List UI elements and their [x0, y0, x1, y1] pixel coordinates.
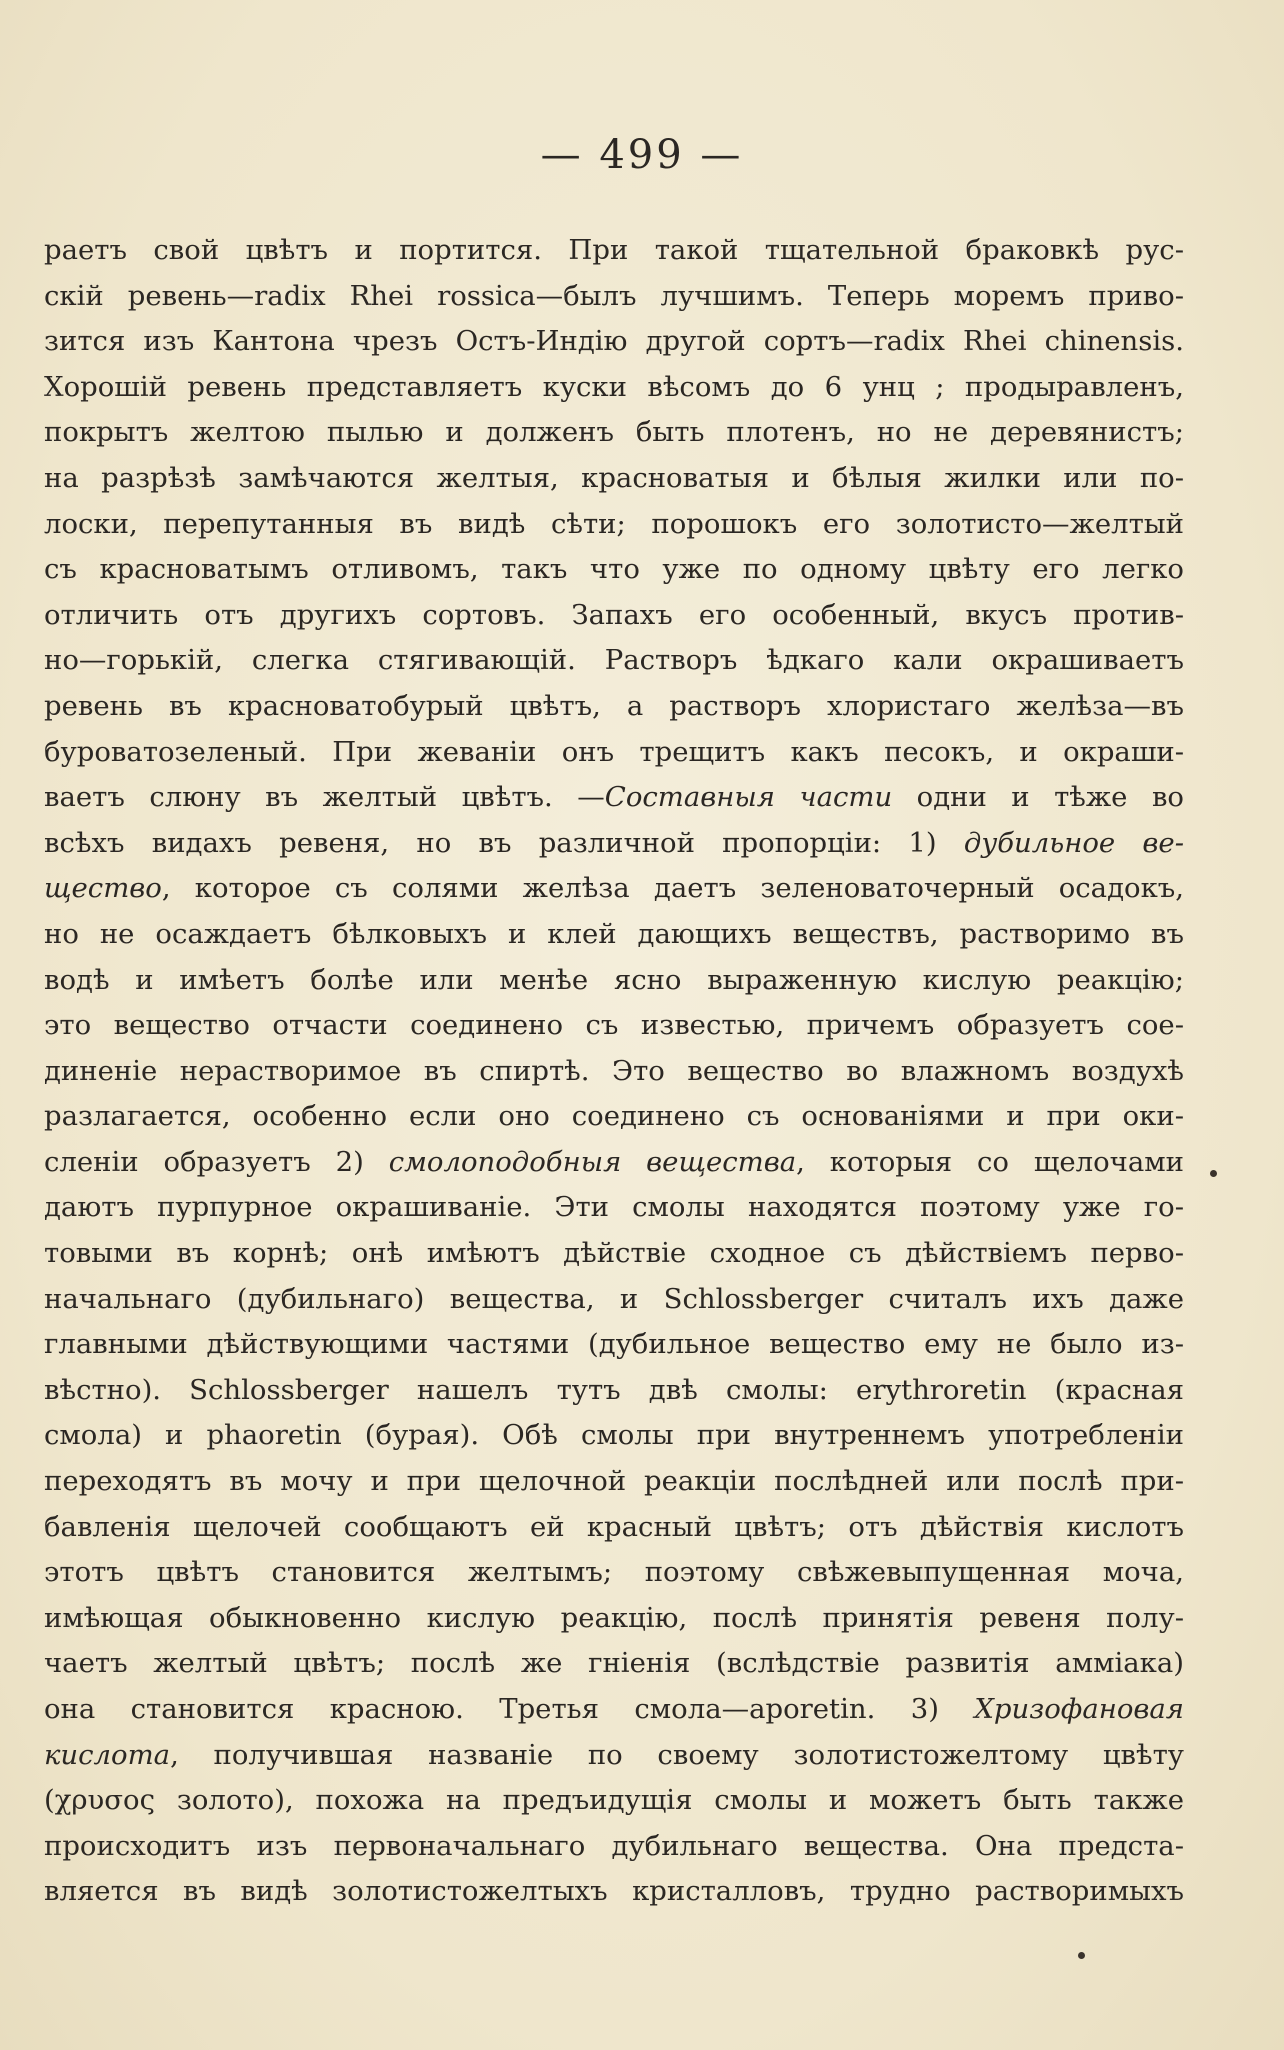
text-line — [44, 410, 1184, 456]
text-run: ревень въ красноватобурый цвѣтъ, а растворъ хлористаго желѣза—въ — [44, 689, 1184, 722]
text-line — [44, 1185, 1184, 1231]
ink-spot — [1078, 1952, 1085, 1959]
text-run: водѣ и имѣетъ болѣе или менѣе ясно выраженную кислую реакцію; — [44, 963, 1184, 996]
text-line — [44, 1413, 1184, 1459]
body-text — [44, 228, 1184, 1915]
ink-spot — [1210, 1170, 1217, 1177]
text-line — [44, 365, 1184, 411]
page-number: — 499 — — [540, 132, 744, 178]
text-line — [44, 1049, 1184, 1095]
text-line — [44, 1459, 1184, 1505]
text-run: этотъ цвѣтъ становится желтымъ; поэтому свѣжевыпущенная моча, — [44, 1556, 1184, 1589]
text-line — [44, 1778, 1184, 1824]
text-run: , которыя со щелочами — [796, 1145, 1184, 1178]
text-line — [44, 1231, 1184, 1277]
text-run: на разрѣзѣ замѣчаются желтыя, красноватыя и бѣлыя жилки или по- — [44, 461, 1184, 494]
text-line — [44, 593, 1184, 639]
text-run: главными дѣйствующими частями (дубильное вещество ему не было из- — [44, 1328, 1184, 1361]
text-line — [44, 912, 1184, 958]
text-run: вѣстно). Schlossberger нашелъ тутъ двѣ смолы: erythroretin (красная — [44, 1373, 1184, 1406]
text-run: покрытъ желтою пылью и долженъ быть плотенъ, но не деревянистъ; — [44, 416, 1184, 449]
italic-term: кислота — [44, 1738, 171, 1771]
text-run: отличить отъ другихъ сортовъ. Запахъ его особенный, вкусъ против- — [44, 598, 1184, 631]
text-line — [44, 821, 1184, 867]
italic-term: дубильное ве- — [963, 826, 1184, 859]
text-run: вляется въ видѣ золотистожелтыхъ кристалловъ, трудно растворимыхъ — [44, 1875, 1184, 1908]
italic-term: Хризофановая — [974, 1693, 1184, 1725]
text-run: имѣющая обыкновенно кислую реакцію, послѣ принятія ревеня полу- — [44, 1601, 1184, 1634]
text-line — [44, 456, 1184, 502]
text-line — [44, 958, 1184, 1004]
text-run: скій ревень—radix Rhei rossica—былъ лучшимъ. Теперь моремъ приво- — [44, 279, 1184, 312]
text-line — [44, 1733, 1184, 1779]
text-line — [44, 1140, 1184, 1186]
text-run: Хорошій ревень представляетъ куски вѣсомъ до 6 унц ; продыравленъ, — [44, 370, 1184, 403]
text-run: начальнаго (дубильнаго) вещества, и Schlossberger считалъ ихъ даже — [44, 1282, 1184, 1315]
text-run: сленіи образуетъ 2) — [44, 1145, 389, 1178]
text-run: чаетъ желтый цвѣтъ; послѣ же гніенія (вслѣдствіе развитія амміака) — [44, 1647, 1184, 1680]
text-run: всѣхъ видахъ ревеня, но въ различной пропорціи: 1) — [44, 826, 964, 859]
text-run: лоски, перепутанныя въ видѣ сѣти; порошокъ его золотисто—желтый — [44, 507, 1184, 540]
text-run: но не осаждаетъ бѣлковыхъ и клей дающихъ веществъ, растворимо въ — [44, 917, 1184, 950]
text-line — [44, 1824, 1184, 1870]
text-line — [44, 319, 1184, 365]
text-line — [44, 1368, 1184, 1414]
text-line — [44, 1003, 1184, 1049]
text-line — [44, 1687, 1184, 1733]
text-line — [44, 1277, 1184, 1323]
text-run: зится изъ Кантона чрезъ Остъ-Индію другой сортъ—radix Rhei chinensis. — [44, 325, 1184, 358]
text-run: , которое съ солями желѣза даетъ зеленоваточерный осадокъ, — [161, 872, 1184, 905]
italic-term: смолоподобныя вещества — [388, 1145, 797, 1178]
text-line — [44, 1869, 1184, 1915]
text-line — [44, 1505, 1184, 1551]
italic-term: Составныя части — [604, 781, 893, 814]
text-run: бавленія щелочей сообщаютъ ей красный цвѣтъ; отъ дѣйствія кислотъ — [44, 1510, 1184, 1543]
text-run: переходятъ въ мочу и при щелочной реакціи послѣдней или послѣ при- — [44, 1465, 1184, 1498]
text-run: разлагается, особенно если оно соединено съ основаніями и при оки- — [44, 1100, 1184, 1133]
text-run: диненіе нерастворимое въ спиртѣ. Это вещество во влажномъ воздухѣ — [44, 1054, 1184, 1087]
text-run: она становится красною. Третья смола—aporetin. 3) — [44, 1693, 975, 1725]
text-line — [44, 866, 1184, 912]
text-line — [44, 1596, 1184, 1642]
text-run: смола) и phaoretin (бурая). Обѣ смолы при внутреннемъ употребленіи — [44, 1419, 1184, 1452]
text-line — [44, 730, 1184, 776]
text-line — [44, 1094, 1184, 1140]
text-line — [44, 274, 1184, 320]
text-line — [44, 228, 1184, 274]
text-run: раетъ свой цвѣтъ и портится. При такой тщательной браковкѣ рус- — [44, 234, 1184, 266]
text-line — [44, 775, 1184, 821]
text-line — [44, 1641, 1184, 1687]
text-line — [44, 1322, 1184, 1368]
text-run: ваетъ слюну въ желтый цвѣтъ. — — [44, 781, 605, 814]
text-line — [44, 684, 1184, 730]
text-run: (χρυσος золото), похожа на предъидущія смолы и можетъ быть также — [44, 1784, 1184, 1817]
text-run: даютъ пурпурное окрашиваніе. Эти смолы находятся поэтому уже го- — [44, 1191, 1184, 1224]
text-line — [44, 638, 1184, 684]
text-run: , получившая названіе по своему золотистожелтому цвѣту — [170, 1738, 1184, 1771]
italic-term: щество — [44, 872, 162, 905]
text-run: товыми въ корнѣ; онѣ имѣютъ дѣйствіе сходное съ дѣйствіемъ перво- — [44, 1237, 1184, 1270]
text-run: съ красноватымъ отливомъ, такъ что уже по одному цвѣту его легко — [44, 553, 1184, 586]
text-run: но—горькій, слегка стягивающій. Растворъ ѣдкаго кали окрашиваетъ — [44, 644, 1184, 677]
text-run: это вещество отчасти соединено съ известью, причемъ образуетъ сое- — [44, 1009, 1184, 1042]
text-line — [44, 1550, 1184, 1596]
text-run: происходитъ изъ первоначальнаго дубильнаго вещества. Она предста- — [44, 1829, 1184, 1862]
text-line — [44, 502, 1184, 548]
text-line — [44, 547, 1184, 593]
text-run: буроватозеленый. При жеваніи онъ трещитъ какъ песокъ, и окраши- — [44, 735, 1184, 768]
text-run: одни и тѣже во — [892, 781, 1184, 814]
